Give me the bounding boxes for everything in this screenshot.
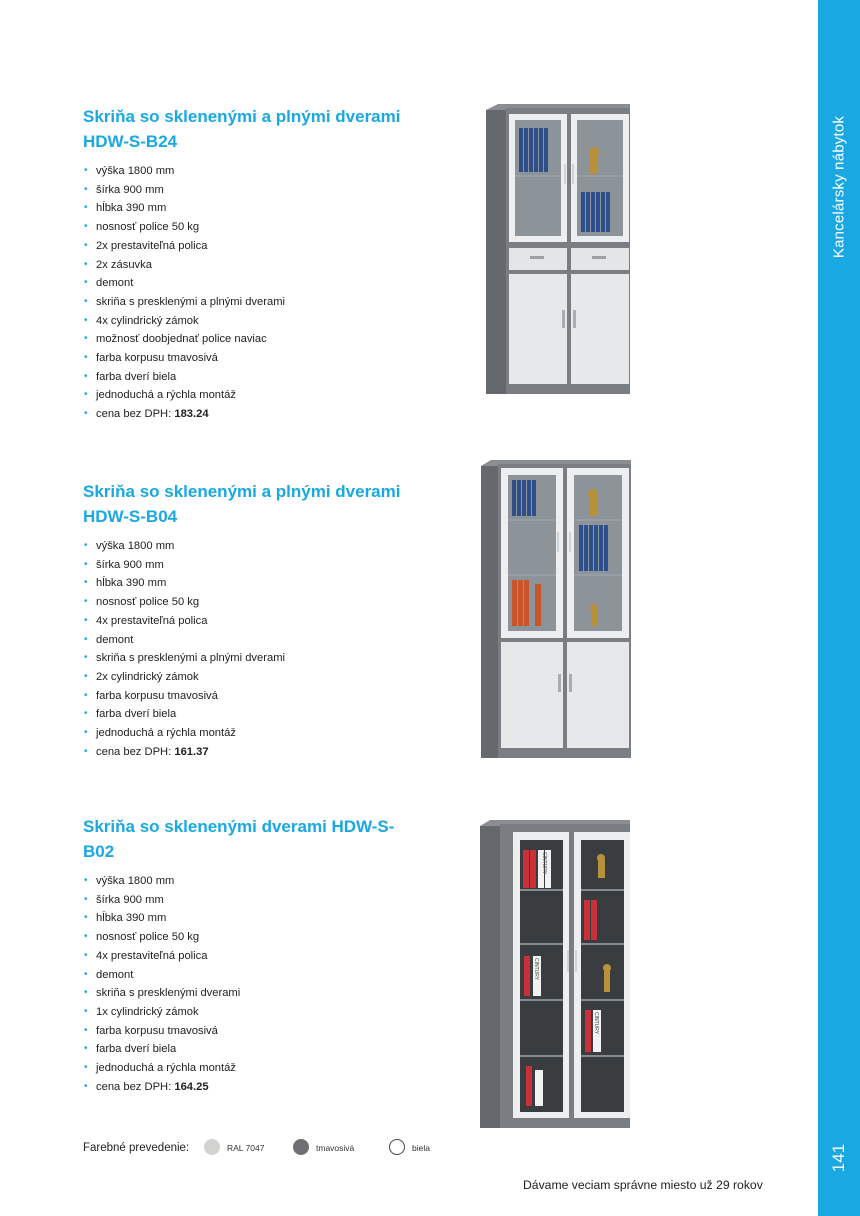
price-label: cena bez DPH: <box>96 408 172 421</box>
product-hdw-s-b24 <box>83 104 423 424</box>
spec-item: • farba korpusu tmavosivá <box>83 349 423 368</box>
spec-item: • nosnosť police 50 kg <box>83 593 423 612</box>
spec-item: • farba dverí biela <box>83 368 423 387</box>
price-value: 161.37 <box>174 745 209 758</box>
spec-item: • 2x cylindrický zámok <box>83 668 423 687</box>
spine-text: CINTURY <box>533 958 539 981</box>
cabinet-hdw-s-b02-image <box>478 820 634 1130</box>
spec-item: • jednoduchá a rýchla montáž <box>83 1059 423 1078</box>
spec-item: • šírka 900 mm <box>83 891 423 910</box>
spec-item: • hĺbka 390 mm <box>83 199 423 218</box>
spec-item: • 1x cylindrický zámok <box>83 1003 423 1022</box>
product-hdw-s-b04 <box>83 479 423 761</box>
category-title: Kancelársky nábytok <box>830 115 848 259</box>
color-name: RAL 7047 <box>227 1143 265 1153</box>
spec-item: • demont <box>83 274 423 293</box>
color-name: tmavosivá <box>316 1143 355 1153</box>
page-number: 141 <box>829 1143 848 1173</box>
color-swatch-white <box>389 1139 405 1155</box>
price-value: 164.25 <box>174 1080 209 1093</box>
spec-item: • hĺbka 390 mm <box>83 574 423 593</box>
color-name: biela <box>412 1143 430 1153</box>
spec-item: • farba korpusu tmavosivá <box>83 1022 423 1041</box>
spec-item: • jednoduchá a rýchla montáž <box>83 386 423 405</box>
spec-item: • skriňa s presklenými dverami <box>83 984 423 1003</box>
color-swatch-dark-gray <box>293 1139 309 1155</box>
spec-item: • 4x prestaviteľná polica <box>83 947 423 966</box>
price-item <box>83 405 423 424</box>
spec-item: • skriňa s presklenými a plnými dverami <box>83 649 423 668</box>
color-options <box>83 1138 503 1158</box>
product-title: Skriňa so sklenenými a plnými dverami HDW-S-B24 <box>83 107 401 151</box>
spec-item: • 2x zásuvka <box>83 256 423 275</box>
spec-item: • hĺbka 390 mm <box>83 909 423 928</box>
spec-item: • jednoduchá a rýchla montáž <box>83 724 423 743</box>
tagline: Dávame veciam správne miesto už 29 rokov <box>523 1178 763 1192</box>
spec-item: • demont <box>83 966 423 985</box>
spine-text: CINTURY <box>541 852 547 875</box>
product-title: Skriňa so sklenenými a plnými dverami HDW-S-B04 <box>83 482 401 526</box>
product-hdw-s-b02 <box>83 814 423 1096</box>
spec-item: • nosnosť police 50 kg <box>83 928 423 947</box>
spec-list <box>83 537 423 761</box>
spec-item: • výška 1800 mm <box>83 872 423 891</box>
spec-item: • výška 1800 mm <box>83 162 423 181</box>
spec-item: • šírka 900 mm <box>83 181 423 200</box>
spec-item: • výška 1800 mm <box>83 537 423 556</box>
spec-list <box>83 872 423 1096</box>
color-swatch-ral-7047 <box>204 1139 220 1155</box>
spec-item: • demont <box>83 631 423 650</box>
cabinet-hdw-s-b04-image <box>479 460 635 760</box>
spec-item: • nosnosť police 50 kg <box>83 218 423 237</box>
spec-item: • farba korpusu tmavosivá <box>83 687 423 706</box>
price-value: 183.24 <box>174 408 209 421</box>
color-options-label: Farebné prevedenie: <box>83 1142 190 1154</box>
cabinet-hdw-s-b24-image <box>484 104 634 396</box>
spec-item: • 4x cylindrický zámok <box>83 312 423 331</box>
spec-item: • možnosť doobjednať police naviac <box>83 330 423 349</box>
spec-item: • farba dverí biela <box>83 1040 423 1059</box>
spec-item: • šírka 900 mm <box>83 556 423 575</box>
spec-item: • 4x prestaviteľná polica <box>83 612 423 631</box>
product-title: Skriňa so sklenenými dverami HDW-S-B02 <box>83 817 395 861</box>
spine-text: CINTURY <box>593 1012 599 1035</box>
spec-item: • skriňa s presklenými a plnými dverami <box>83 293 423 312</box>
price-item <box>83 1078 423 1097</box>
price-label: cena bez DPH: <box>96 745 172 758</box>
spec-item: • farba dverí biela <box>83 705 423 724</box>
price-label: cena bez DPH: <box>96 1080 172 1093</box>
spec-item: • 2x prestaviteľná polica <box>83 237 423 256</box>
price-item <box>83 743 423 762</box>
spec-list <box>83 162 423 424</box>
